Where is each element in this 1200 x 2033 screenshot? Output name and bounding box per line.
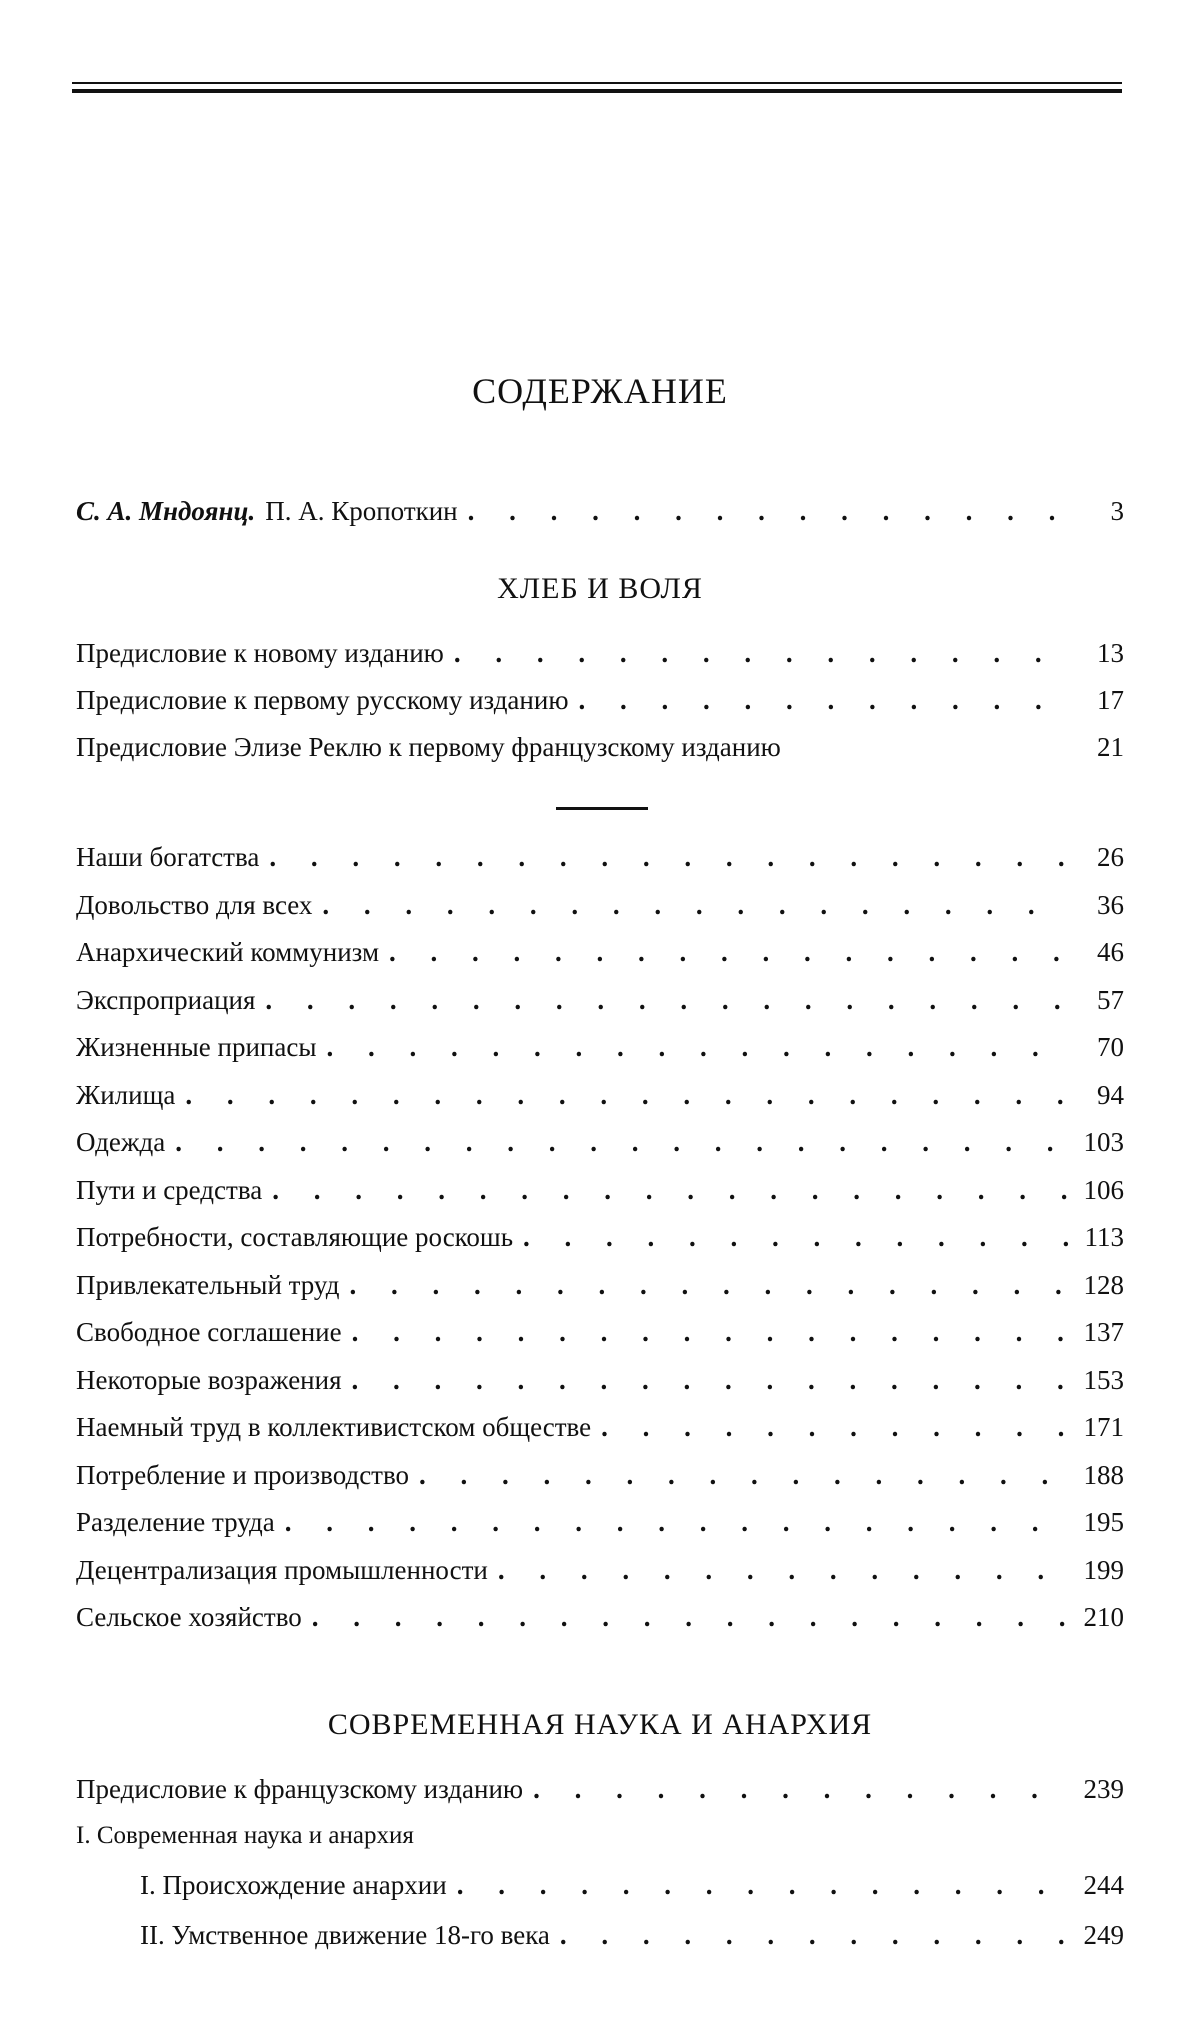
- toc-entry[interactable]: [76, 1175, 1124, 1215]
- page-number: 153: [1083, 1364, 1124, 1395]
- toc-entry[interactable]: [76, 1317, 1124, 1357]
- toc-entry[interactable]: [76, 638, 1124, 678]
- toc-entry-sub[interactable]: [140, 1920, 1124, 1960]
- page-number: 188: [1083, 1459, 1124, 1490]
- toc-entry[interactable]: [76, 1460, 1124, 1500]
- entry-title: II. Умственное движение 18-го века: [140, 1920, 550, 1950]
- dot-leader: [533, 1774, 1070, 1805]
- entry-title: Анархический коммунизм: [76, 937, 380, 967]
- dot-leader: [468, 496, 1070, 527]
- page-number: 244: [1083, 1870, 1124, 1900]
- entry-title: Свободное соглашение: [76, 1317, 342, 1347]
- entry-title: Децентрализация промышленности: [76, 1554, 488, 1585]
- dot-leader: [349, 1270, 1070, 1301]
- entry-text: [76, 496, 458, 527]
- toc-entry[interactable]: [76, 1080, 1124, 1120]
- dot-leader: [269, 842, 1070, 873]
- page-number: 103: [1083, 1127, 1124, 1157]
- page-number: 57: [1097, 984, 1124, 1015]
- page-number: 239: [1083, 1774, 1124, 1804]
- entry-title: Предисловие к французскому изданию: [76, 1774, 524, 1804]
- entry-title: Предисловие к первому русскому изданию: [76, 685, 569, 715]
- toc-entry[interactable]: [76, 1412, 1124, 1452]
- dot-leader: [523, 1222, 1070, 1253]
- dot-leader: [322, 890, 1070, 921]
- dot-leader: [457, 1870, 1070, 1901]
- page-number: 36: [1097, 889, 1124, 920]
- page-number: 46: [1097, 937, 1124, 967]
- entry-title: I. Происхождение анархии: [140, 1870, 447, 1900]
- dot-leader: [579, 685, 1071, 716]
- page-number: 249: [1083, 1920, 1124, 1950]
- toc-entry[interactable]: [76, 1774, 1124, 1814]
- entry-title: П. А. Кропоткин: [265, 496, 458, 526]
- dot-leader: [285, 1507, 1070, 1538]
- dot-leader: [454, 638, 1070, 669]
- toc-entry-sub[interactable]: [140, 1870, 1124, 1910]
- dot-leader: [326, 1032, 1070, 1063]
- toc-entry[interactable]: [76, 1602, 1124, 1642]
- page-number: 106: [1083, 1174, 1124, 1205]
- entry-title: Экспроприация: [76, 984, 256, 1015]
- toc-entry[interactable]: [76, 685, 1124, 725]
- entry-title: Пути и средства: [76, 1174, 263, 1205]
- page-number: 137: [1083, 1317, 1124, 1347]
- dot-leader: [389, 937, 1070, 968]
- page-number: 26: [1097, 842, 1124, 872]
- dot-leader: [265, 985, 1070, 1016]
- dot-leader: [312, 1602, 1070, 1633]
- page-title: СОДЕРЖАНИЕ: [472, 371, 728, 411]
- dot-leader: [272, 1175, 1070, 1206]
- entry-title: Разделение труда: [76, 1507, 275, 1537]
- section-divider: [556, 807, 648, 810]
- entry-title: Наши богатства: [76, 842, 260, 872]
- page-number: 21: [1097, 732, 1124, 762]
- section-title: СОВРЕМЕННАЯ НАУКА И АНАРХИЯ: [327, 1708, 873, 1741]
- entry-title: I. Современная наука и анархия: [76, 1822, 414, 1849]
- toc-entry[interactable]: [76, 1270, 1124, 1310]
- page-number: 195: [1083, 1507, 1124, 1537]
- page-number: 128: [1083, 1269, 1124, 1300]
- page-number: 3: [1110, 496, 1124, 526]
- page-number: 17: [1097, 685, 1124, 715]
- top-rule: [72, 82, 1122, 93]
- toc-entry[interactable]: [76, 1365, 1124, 1405]
- page-number: 94: [1097, 1079, 1124, 1110]
- entry-title: Некоторые возражения: [76, 1364, 342, 1395]
- entry-title: Жилища: [76, 1079, 176, 1110]
- toc-entry-intro[interactable]: [76, 496, 1124, 536]
- dot-leader: [352, 1317, 1070, 1348]
- author-name: С. А. Мндоянц.: [76, 496, 256, 526]
- page-number: 171: [1083, 1412, 1124, 1442]
- page-number: 210: [1083, 1602, 1124, 1632]
- page-number: 70: [1097, 1032, 1124, 1062]
- toc-entry[interactable]: [76, 890, 1124, 930]
- toc-entry[interactable]: [76, 1555, 1124, 1595]
- entry-title: Потребности, составляющие роскошь: [76, 1222, 514, 1252]
- dot-leader: [419, 1460, 1070, 1491]
- toc-entry[interactable]: [76, 985, 1124, 1025]
- toc-entry[interactable]: [76, 1507, 1124, 1547]
- toc-entry[interactable]: [76, 1032, 1124, 1072]
- section-title: ХЛЕБ И ВОЛЯ: [497, 572, 703, 605]
- page-number: 199: [1083, 1554, 1124, 1585]
- entry-title: Одежда: [76, 1127, 166, 1157]
- entry-title: Сельское хозяйство: [76, 1602, 302, 1632]
- page-number: 13: [1097, 638, 1124, 668]
- entry-title: Жизненные припасы: [76, 1032, 317, 1062]
- toc-entry[interactable]: [76, 1222, 1124, 1262]
- entry-title: Потребление и производство: [76, 1459, 410, 1490]
- dot-leader: [185, 1080, 1070, 1111]
- page-number: 113: [1084, 1222, 1124, 1252]
- entry-title: Наемный труд в коллективистском обществе: [76, 1412, 592, 1442]
- dot-leader: [498, 1555, 1070, 1586]
- dot-leader: [175, 1127, 1070, 1158]
- toc-entry[interactable]: [76, 937, 1124, 977]
- toc-entry[interactable]: [76, 732, 1124, 772]
- toc-part[interactable]: [76, 1822, 1124, 1862]
- toc-entry[interactable]: [76, 1127, 1124, 1167]
- dot-leader: [601, 1412, 1070, 1443]
- dot-leader: [560, 1920, 1070, 1951]
- entry-title: Довольство для всех: [76, 889, 313, 920]
- entry-title: Предисловие Элизе Реклю к первому французскому изданию: [76, 732, 781, 762]
- entry-title: Привлекательный труд: [76, 1269, 340, 1300]
- entry-title: Предисловие к новому изданию: [76, 638, 444, 668]
- toc-entry[interactable]: [76, 842, 1124, 882]
- dot-leader: [352, 1365, 1070, 1396]
